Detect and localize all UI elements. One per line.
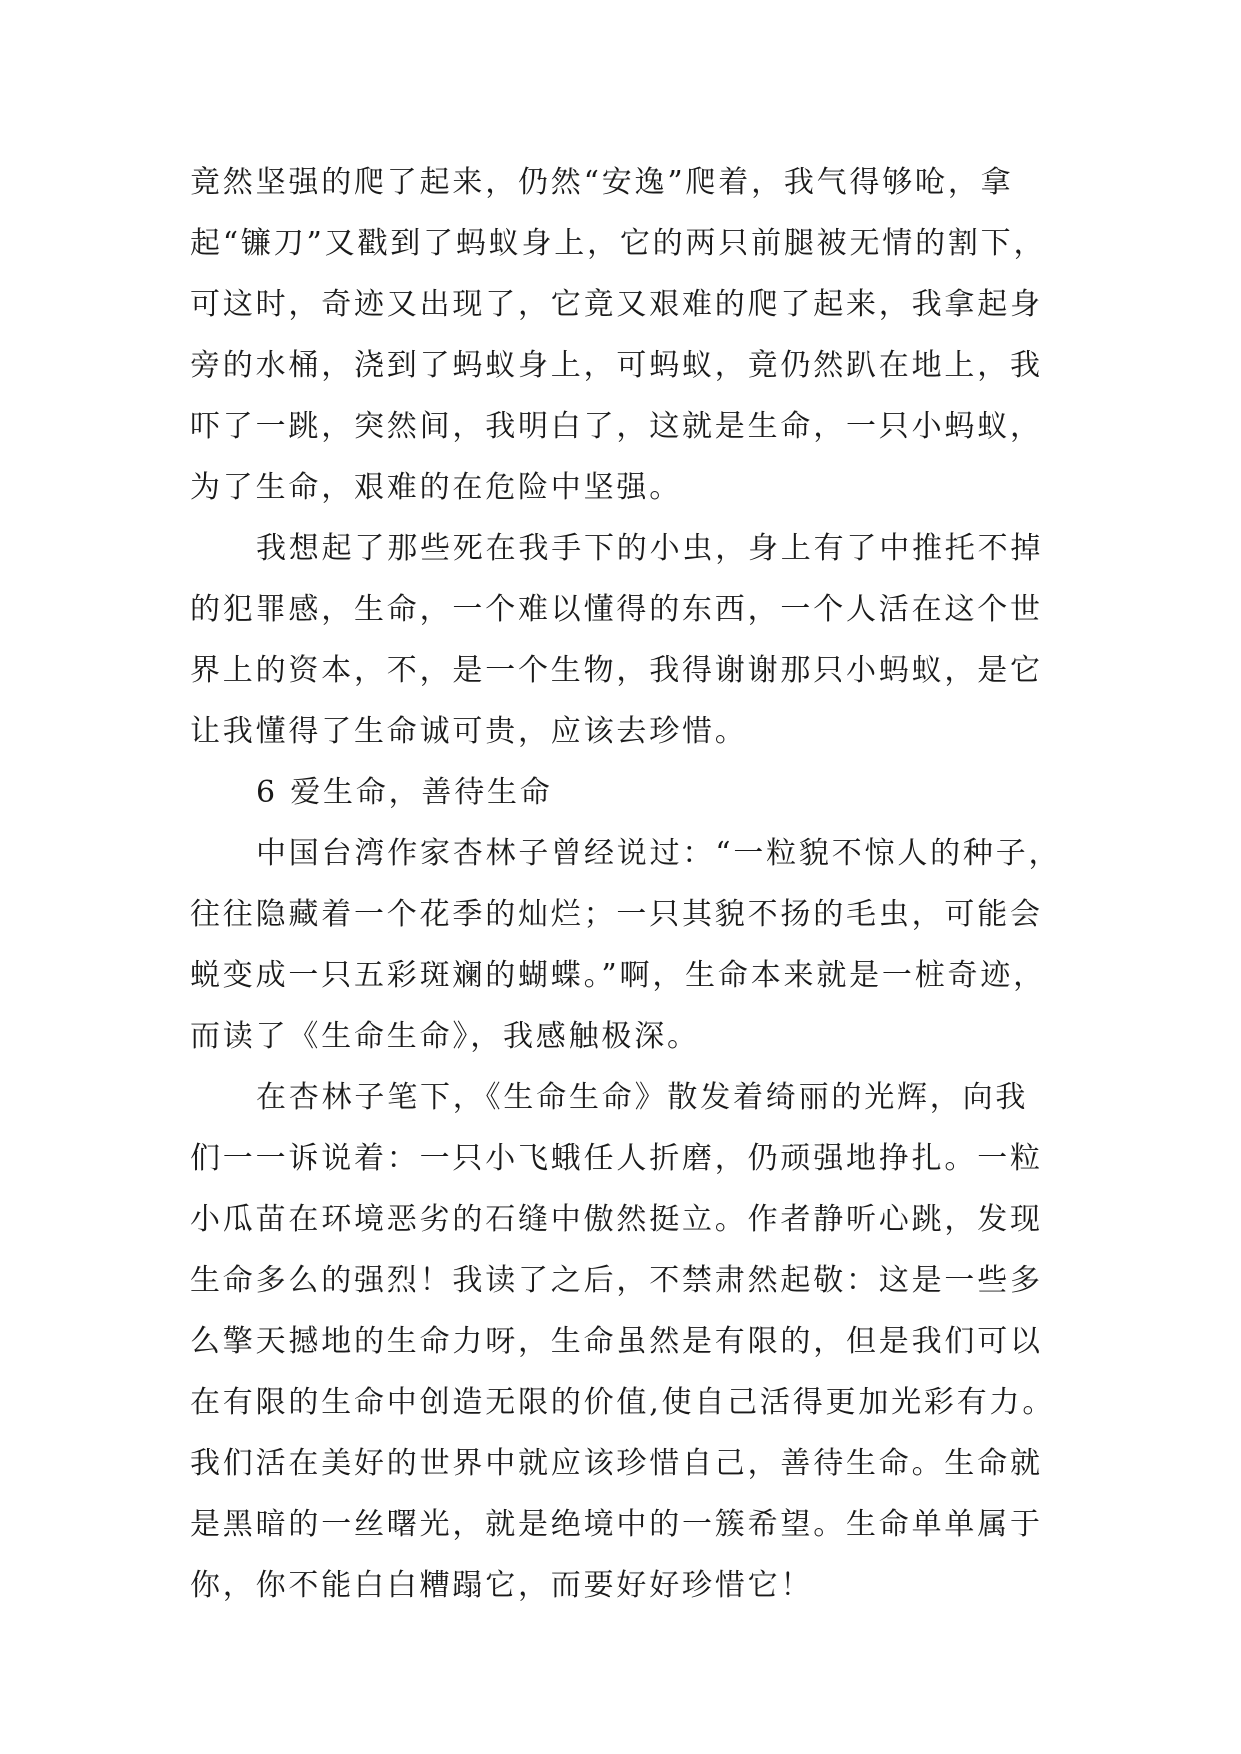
text-line: 们一一诉说着：一只小飞蛾任人折磨，仍顽强地挣扎。一粒: [190, 1141, 1043, 1176]
text-line: 我们活在美好的世界中就应该珍惜自己，善待生命。生命就: [190, 1446, 1043, 1481]
text-line: 往往隐藏着一个花季的灿烂；一只其貌不扬的毛虫，可能会: [190, 897, 1043, 932]
text-line: 是黑暗的一丝曙光，就是绝境中的一簇希望。生命单单属于: [190, 1507, 1043, 1542]
text-line: 界上的资本，不，是一个生物，我得谢谢那只小蚂蚁，是它: [190, 653, 1043, 688]
text-line: 让我懂得了生命诚可贵，应该去珍惜。: [190, 714, 748, 749]
text-line: 在有限的生命中创造无限的价值,使自己活得更加光彩有力。: [190, 1385, 1056, 1420]
paragraph-start-line: 中国台湾作家杏林子曾经说过：“一粒貌不惊人的种子，: [256, 836, 1062, 871]
text-line: 小瓜苗在环境恶劣的石缝中傲然挺立。作者静听心跳，发现: [190, 1202, 1043, 1237]
text-line: 蜕变成一只五彩斑斓的蝴蝶。”啊，生命本来就是一桩奇迹，: [190, 958, 1046, 993]
text-line: 么擎天撼地的生命力呀，生命虽然是有限的，但是我们可以: [190, 1324, 1043, 1359]
text-line: 吓了一跳，突然间，我明白了，这就是生命，一只小蚂蚁，: [190, 409, 1043, 444]
text-line: 竟然坚强的爬了起来，仍然“安逸”爬着，我气得够呛，拿: [190, 165, 1014, 200]
section-heading: 6 爱生命，善待生命: [256, 775, 553, 810]
text-line: 为了生命，艰难的在危险中坚强。: [190, 470, 682, 505]
text-line: 可这时，奇迹又出现了，它竟又艰难的爬了起来，我拿起身: [190, 287, 1043, 322]
text-line: 的犯罪感，生命，一个难以懂得的东西，一个人活在这个世: [190, 592, 1043, 627]
text-line: 生命多么的强烈！我读了之后，不禁肃然起敬：这是一些多: [190, 1263, 1043, 1298]
paragraph-start-line: 在杏林子笔下，《生命生命》散发着绮丽的光辉，向我: [256, 1080, 1029, 1115]
document-body: [190, 152, 1070, 1616]
text-line: 而读了《生命生命》，我感触极深。: [190, 1019, 700, 1054]
text-line: 你，你不能白白糟蹋它，而要好好珍惜它！: [190, 1568, 814, 1603]
paragraph-start-line: 我想起了那些死在我手下的小虫，身上有了中推托不掉: [256, 531, 1044, 566]
text-line: 旁的水桶，浇到了蚂蚁身上，可蚂蚁，竟仍然趴在地上，我: [190, 348, 1043, 383]
text-line: 起“镰刀”又戳到了蚂蚁身上，它的两只前腿被无情的割下，: [190, 226, 1047, 261]
